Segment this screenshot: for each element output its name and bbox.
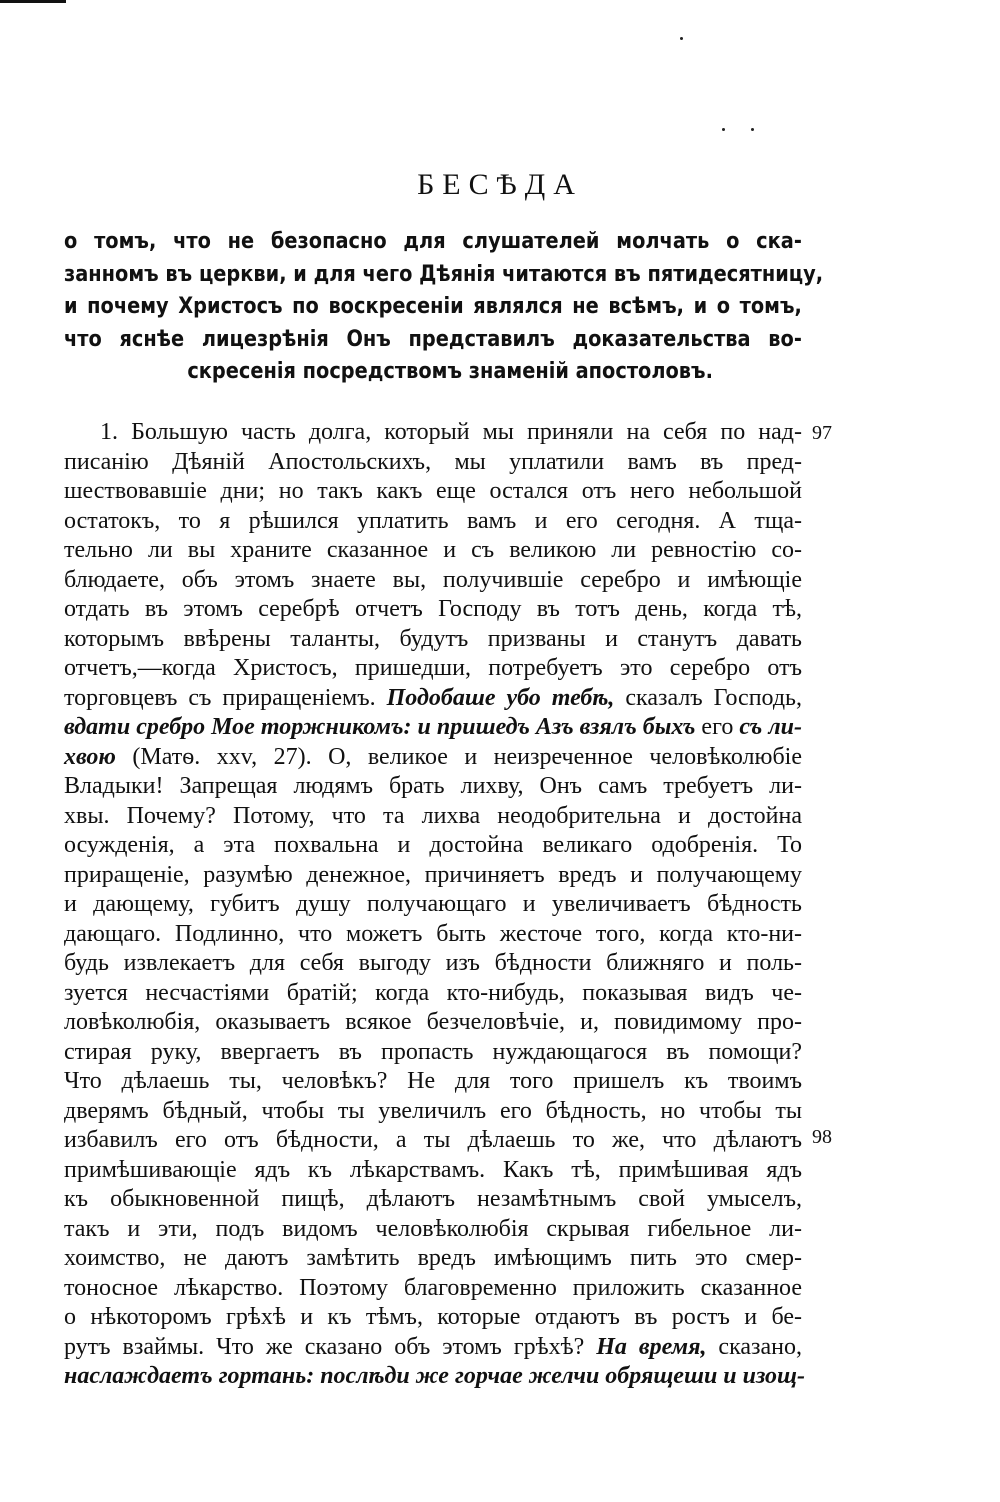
text-line: зуется несчастіями братій; когда кто-нибудь, показывая видъ че-	[64, 979, 802, 1006]
quotation-italic: хвою	[64, 743, 116, 770]
quotation-italic: Подобаше убо тебѣ,	[386, 684, 615, 711]
text-run: рутъ взаймы. Что же сказано объ этомъ грѣхѣ?	[64, 1333, 597, 1360]
text-line: 1. Большую часть долга, который мы приняли на себя по над-	[100, 419, 802, 445]
corner-rule	[0, 0, 66, 3]
text-line: остатокъ, то я рѣшился уплатить вамъ и его сегодня. А тща-	[64, 507, 802, 534]
text-line: стирая руку, ввергаетъ въ пропасть нуждающагося въ помощи?	[64, 1038, 802, 1065]
text-run: сказано,	[706, 1333, 802, 1360]
quotation-italic: съ ли-	[739, 714, 802, 740]
text-line	[64, 743, 802, 773]
body-text	[64, 418, 806, 1392]
text-line: приращеніе, разумѣю денежное, причиняетъ вредъ и получающему	[64, 861, 802, 888]
text-line	[64, 1333, 802, 1363]
text-run: торговцевъ съ приращеніемъ.	[64, 684, 387, 711]
text-line: писанію Дѣяній Апостольскихъ, мы уплатили вамъ въ пред-	[64, 448, 802, 475]
margin-page-number: 98	[812, 1126, 832, 1148]
text-line	[64, 684, 802, 714]
page-title: БЕСѢДА	[417, 168, 583, 201]
text-line: къ обыкновенной пищѣ, дѣлаютъ незамѣтнымъ свой умыселъ,	[64, 1186, 802, 1212]
text-line: которымъ ввѣрены таланты, будутъ призваны и станутъ давать	[64, 625, 802, 652]
text-line	[64, 1362, 806, 1392]
text-line: ловѣколюбія, оказываетъ всякое безчеловѣчіе, и, повидимому про-	[64, 1009, 802, 1035]
text-line	[64, 713, 802, 743]
subtitle	[64, 225, 824, 388]
text-line: тоносное лѣкарство. Поэтому благовременно приложить сказанное	[64, 1274, 802, 1301]
text-line: дающаго. Подлинно, что можетъ быть жесточе того, когда кто-ни-	[64, 920, 802, 947]
subtitle-line: что яснѣе лицезрѣнія Онъ представилъ доказательства во-	[64, 325, 802, 352]
quotation-italic: вдати сребро Мое торжникомъ: и пришедъ Азъ взялъ быхъ	[64, 714, 696, 740]
text-line: блюдаете, объ этомъ знаете вы, получившіе серебро и имѣющіе	[64, 566, 802, 593]
subtitle-line: скресенія посредствомъ знаменій апостоловъ.	[187, 358, 713, 384]
text-line: тельно ли вы храните сказанное и съ великою ли ревностію со-	[64, 537, 802, 563]
text-line: избавилъ его отъ бѣдности, а ты дѣлаешь то же, что дѣлаютъ	[64, 1127, 802, 1153]
text-line: будь извлекаетъ для себя выгоду изъ бѣдности ближняго и поль-	[64, 950, 802, 976]
text-line: дверямъ бѣдный, чтобы ты увеличилъ его бѣдность, но чтобы ты	[64, 1097, 802, 1124]
text-line: о нѣкоторомъ грѣхѣ и къ тѣмъ, которые отдаютъ въ ростъ и бе-	[64, 1304, 802, 1330]
text-line: отчетъ,—когда Христосъ, пришедши, потребуетъ это серебро отъ	[64, 655, 802, 681]
text-line: Владыки! Запрещая людямъ брать лихву, Онъ самъ требуетъ ли-	[64, 773, 802, 799]
page-speck	[751, 128, 754, 131]
text-line: шествовавшіе дни; но такъ какъ еще остался отъ него небольшой	[64, 478, 802, 504]
subtitle-line: о томъ, что не безопасно для слушателей молчать о ска-	[64, 228, 802, 254]
text-run: (Матѳ. xxv, 27). О, великое и неизреченное человѣколюбіе	[115, 743, 802, 770]
margin-page-number: 97	[812, 422, 832, 444]
page-speck	[722, 128, 725, 131]
subtitle-line: и почему Христосъ по воскресеніи являлся не всѣмъ, и о томъ,	[64, 293, 802, 319]
page-speck	[680, 37, 683, 40]
text-line: Что дѣлаешь ты, человѣкъ? Не для того пришелъ къ твоимъ	[64, 1068, 802, 1094]
text-line: примѣшивающіе ядъ къ лѣкарствамъ. Какъ тѣ, примѣшивая ядъ	[64, 1156, 802, 1183]
text-line: хвы. Почему? Потому, что та лихва неодобрительна и достойна	[64, 802, 802, 829]
quotation-italic: наслаждаетъ гортань: послѣди же горчае желчи обрящеши и изощ-	[64, 1363, 806, 1389]
quotation-italic: На время,	[596, 1333, 707, 1360]
text-line: отдать въ этомъ серебрѣ отчетъ Господу въ тотъ день, когда тѣ,	[64, 596, 802, 622]
text-line: такъ и эти, подъ видомъ человѣколюбія скрывая гибельное ли-	[64, 1215, 802, 1242]
text-run: сказалъ Господь,	[614, 684, 802, 711]
text-run: его	[695, 714, 740, 740]
text-line: хоимство, не даютъ замѣтить вредъ имѣющимъ пить это смер-	[64, 1245, 802, 1271]
subtitle-line: занномъ въ церкви, и для чего Дѣянія читаются въ пятидесятницу,	[64, 260, 824, 287]
text-line: и дающему, губитъ душу получающаго и увеличиваетъ бѣдность	[64, 891, 802, 917]
text-line: осужденія, а эта похвальна и достойна великаго одобренія. То	[64, 832, 802, 858]
